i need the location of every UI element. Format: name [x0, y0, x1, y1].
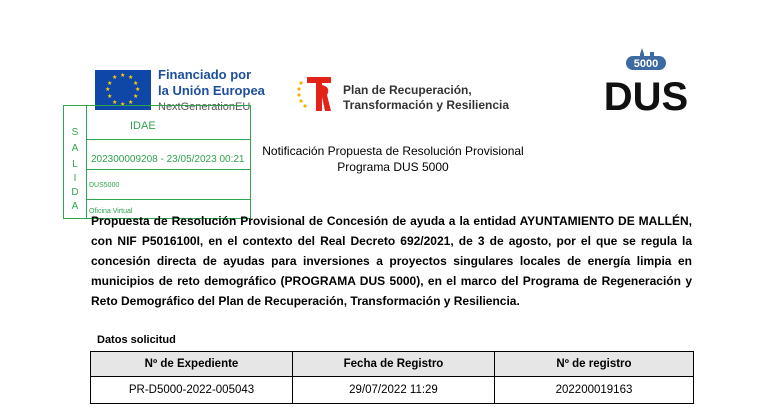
stamp-letter: I [73, 173, 77, 184]
document-title-line1: Notificación Propuesta de Resolución Provisional [262, 144, 524, 158]
stamp-registry-number: 202300009208 - 23/05/2023 00:21 [86, 140, 250, 170]
column-header-expediente: Nº de Expediente [91, 352, 293, 377]
stamp-letter: D [71, 187, 79, 198]
document-title-line2: Programa DUS 5000 [337, 160, 449, 174]
stamp-program: DUS5000 [86, 170, 250, 200]
stamp-letter: A [71, 201, 79, 212]
column-header-numero-registro: Nº de registro [495, 352, 694, 377]
stamp-office: Oficina Virtual [89, 208, 133, 215]
stamp-letter: S [71, 127, 79, 138]
column-header-fecha-registro: Fecha de Registro [293, 352, 495, 377]
eu-logo-line2: la Unión Europea [158, 83, 265, 98]
dus-logo-badge: 5000 [633, 58, 659, 70]
table-row [91, 377, 694, 404]
eu-flag-icon: ★ ★ ★ ★ ★ ★ ★ ★ ★ ★ ★ ★ [95, 70, 151, 110]
dus-logo-text: DUS [603, 75, 689, 116]
stamp-letter: A [71, 143, 79, 154]
datos-solicitud-table [90, 351, 694, 404]
stamp-entity: IDAE [86, 106, 250, 140]
document-title [200, 143, 586, 175]
prtr-logo-text [343, 83, 509, 113]
eu-logo-line3: NextGenerationEU [158, 101, 251, 113]
table-header-row [91, 352, 694, 377]
datos-solicitud-label: Datos solicitud [97, 334, 176, 346]
prtr-logo-icon [297, 73, 333, 113]
eu-logo-line1: Financiado por [158, 67, 252, 82]
resolution-paragraph: Propuesta de Resolución Provisional de Concesión de ayuda a la entidad AYUNTAMIENTO DE MALLÉN, con NIF P5016100I, en el contexto del Real Decreto 692/2021, de 3 de agosto, por el que se regula la concesión directa de ayudas para inversiones a proyectos singulares locales de energía limpia en municipios de reto demográfico (PROGRAMA DUS 5000), en el marco del Programa de Regeneración y Reto Demográfico del Plan de Recuperación, Transformación y Resiliencia. [91, 214, 692, 308]
stamp-side-label [64, 106, 87, 218]
dus-5000-logo [598, 42, 694, 116]
cell-expediente: PR-D5000-2022-005043 [91, 377, 293, 404]
stamp-letter: L [72, 159, 78, 170]
prtr-logo-line1: Plan de Recuperación, [343, 83, 472, 97]
cell-numero-registro: 202200019163 [495, 377, 694, 404]
cell-fecha-registro: 29/07/2022 11:29 [293, 377, 495, 404]
prtr-logo-line2: Transformación y Resiliencia [343, 98, 510, 112]
